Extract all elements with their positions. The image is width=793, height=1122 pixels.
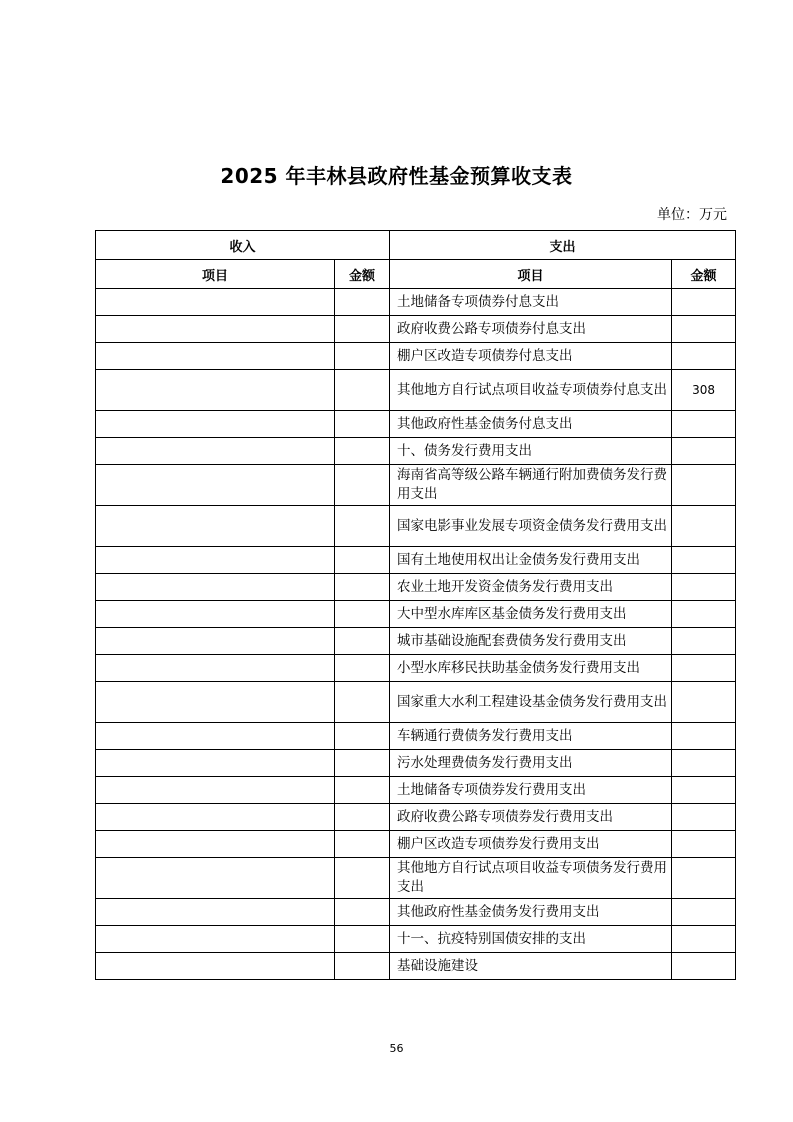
table-row xyxy=(96,628,736,655)
table-row xyxy=(96,723,736,750)
expense-item-cell: 基础设施建设 xyxy=(390,953,672,980)
expense-item-cell: 其他地方自行试点项目收益专项债务发行费用支出 xyxy=(390,858,672,899)
header-row-groups xyxy=(96,231,736,260)
expense-item-cell: 小型水库移民扶助基金债务发行费用支出 xyxy=(390,655,672,682)
expense-amount-cell: 308 xyxy=(672,370,736,411)
income-amount-cell xyxy=(335,750,390,777)
income-item-cell xyxy=(96,804,335,831)
income-amount-cell xyxy=(335,723,390,750)
table-row xyxy=(96,438,736,465)
expense-amount-cell xyxy=(672,899,736,926)
income-amount-cell xyxy=(335,628,390,655)
table-row xyxy=(96,411,736,438)
income-item-cell xyxy=(96,574,335,601)
income-amount-cell xyxy=(335,601,390,628)
expense-item-cell: 十、债务发行费用支出 xyxy=(390,438,672,465)
income-amount-header: 金额 xyxy=(335,260,390,289)
income-item-cell xyxy=(96,465,335,506)
expense-amount-cell xyxy=(672,858,736,899)
expense-amount-cell xyxy=(672,547,736,574)
expense-amount-cell xyxy=(672,804,736,831)
expense-item-cell: 土地储备专项债券发行费用支出 xyxy=(390,777,672,804)
income-item-cell xyxy=(96,343,335,370)
table-row xyxy=(96,343,736,370)
income-amount-cell xyxy=(335,547,390,574)
income-item-cell xyxy=(96,682,335,723)
expense-amount-cell xyxy=(672,316,736,343)
header-row-columns xyxy=(96,260,736,289)
income-amount-cell xyxy=(335,316,390,343)
expense-amount-cell xyxy=(672,926,736,953)
table-row xyxy=(96,506,736,547)
expense-item-cell: 政府收费公路专项债券发行费用支出 xyxy=(390,804,672,831)
income-item-cell xyxy=(96,411,335,438)
income-amount-cell xyxy=(335,343,390,370)
expense-amount-cell xyxy=(672,655,736,682)
expense-header: 支出 xyxy=(390,231,736,260)
table-row xyxy=(96,804,736,831)
income-amount-cell xyxy=(335,804,390,831)
income-amount-cell xyxy=(335,953,390,980)
income-amount-cell xyxy=(335,289,390,316)
income-amount-cell xyxy=(335,506,390,547)
unit-label: 单位：万元 xyxy=(657,207,727,223)
expense-item-cell: 污水处理费债务发行费用支出 xyxy=(390,750,672,777)
table-row xyxy=(96,899,736,926)
income-amount-cell xyxy=(335,858,390,899)
expense-item-cell: 车辆通行费债务发行费用支出 xyxy=(390,723,672,750)
expense-item-cell: 城市基础设施配套费债务发行费用支出 xyxy=(390,628,672,655)
income-amount-cell xyxy=(335,465,390,506)
income-amount-cell xyxy=(335,777,390,804)
expense-item-cell: 国家电影事业发展专项资金债务发行费用支出 xyxy=(390,506,672,547)
income-item-cell xyxy=(96,953,335,980)
income-item-cell xyxy=(96,655,335,682)
table-row xyxy=(96,953,736,980)
income-amount-cell xyxy=(335,574,390,601)
table-row xyxy=(96,858,736,899)
expense-amount-cell xyxy=(672,953,736,980)
income-item-cell xyxy=(96,899,335,926)
expense-item-cell: 政府收费公路专项债券付息支出 xyxy=(390,316,672,343)
expense-amount-cell xyxy=(672,601,736,628)
income-header: 收入 xyxy=(96,231,390,260)
expense-amount-cell xyxy=(672,465,736,506)
income-item-cell xyxy=(96,750,335,777)
page-number: 56 xyxy=(389,1042,404,1055)
expense-amount-cell xyxy=(672,574,736,601)
expense-item-cell: 十一、抗疫特别国债安排的支出 xyxy=(390,926,672,953)
table-row xyxy=(96,682,736,723)
income-amount-cell xyxy=(335,682,390,723)
expense-amount-cell xyxy=(672,831,736,858)
table-row xyxy=(96,777,736,804)
table-row xyxy=(96,831,736,858)
table-row xyxy=(96,750,736,777)
expense-item-cell: 大中型水库库区基金债务发行费用支出 xyxy=(390,601,672,628)
table-row xyxy=(96,601,736,628)
income-item-cell xyxy=(96,831,335,858)
expense-amount-cell xyxy=(672,343,736,370)
income-item-cell xyxy=(96,777,335,804)
income-amount-cell xyxy=(335,411,390,438)
income-item-cell xyxy=(96,547,335,574)
expense-item-cell: 其他政府性基金债务发行费用支出 xyxy=(390,899,672,926)
expense-item-cell: 棚户区改造专项债券付息支出 xyxy=(390,343,672,370)
expense-amount-cell xyxy=(672,628,736,655)
income-amount-cell xyxy=(335,831,390,858)
expense-amount-cell xyxy=(672,411,736,438)
income-item-cell xyxy=(96,438,335,465)
expense-amount-cell xyxy=(672,506,736,547)
expense-amount-cell xyxy=(672,750,736,777)
income-item-cell xyxy=(96,858,335,899)
expense-item-cell: 国家重大水利工程建设基金债务发行费用支出 xyxy=(390,682,672,723)
table-row xyxy=(96,547,736,574)
income-item-cell xyxy=(96,506,335,547)
budget-table xyxy=(95,230,736,980)
expense-amount-cell xyxy=(672,777,736,804)
expense-amount-cell xyxy=(672,438,736,465)
income-item-header: 项目 xyxy=(96,260,335,289)
expense-amount-cell xyxy=(672,723,736,750)
expense-amount-header: 金额 xyxy=(672,260,736,289)
expense-item-cell: 国有土地使用权出让金债务发行费用支出 xyxy=(390,547,672,574)
income-item-cell xyxy=(96,628,335,655)
table-row xyxy=(96,926,736,953)
income-amount-cell xyxy=(335,899,390,926)
expense-item-cell: 棚户区改造专项债券发行费用支出 xyxy=(390,831,672,858)
expense-item-header: 项目 xyxy=(390,260,672,289)
expense-amount-cell xyxy=(672,682,736,723)
page-title: 2025 年丰林县政府性基金预算收支表 xyxy=(220,164,573,188)
expense-amount-cell xyxy=(672,289,736,316)
income-item-cell xyxy=(96,926,335,953)
income-item-cell xyxy=(96,370,335,411)
income-item-cell xyxy=(96,316,335,343)
table-row xyxy=(96,370,736,411)
expense-item-cell: 海南省高等级公路车辆通行附加费债务发行费用支出 xyxy=(390,465,672,506)
income-amount-cell xyxy=(335,655,390,682)
table-row xyxy=(96,289,736,316)
income-amount-cell xyxy=(335,370,390,411)
expense-item-cell: 其他政府性基金债务付息支出 xyxy=(390,411,672,438)
table-row xyxy=(96,465,736,506)
expense-item-cell: 土地储备专项债券付息支出 xyxy=(390,289,672,316)
income-item-cell xyxy=(96,601,335,628)
income-amount-cell xyxy=(335,438,390,465)
expense-item-cell: 农业土地开发资金债务发行费用支出 xyxy=(390,574,672,601)
income-item-cell xyxy=(96,723,335,750)
income-amount-cell xyxy=(335,926,390,953)
table-row xyxy=(96,316,736,343)
table-row xyxy=(96,655,736,682)
expense-item-cell: 其他地方自行试点项目收益专项债券付息支出 xyxy=(390,370,672,411)
income-item-cell xyxy=(96,289,335,316)
table-row xyxy=(96,574,736,601)
